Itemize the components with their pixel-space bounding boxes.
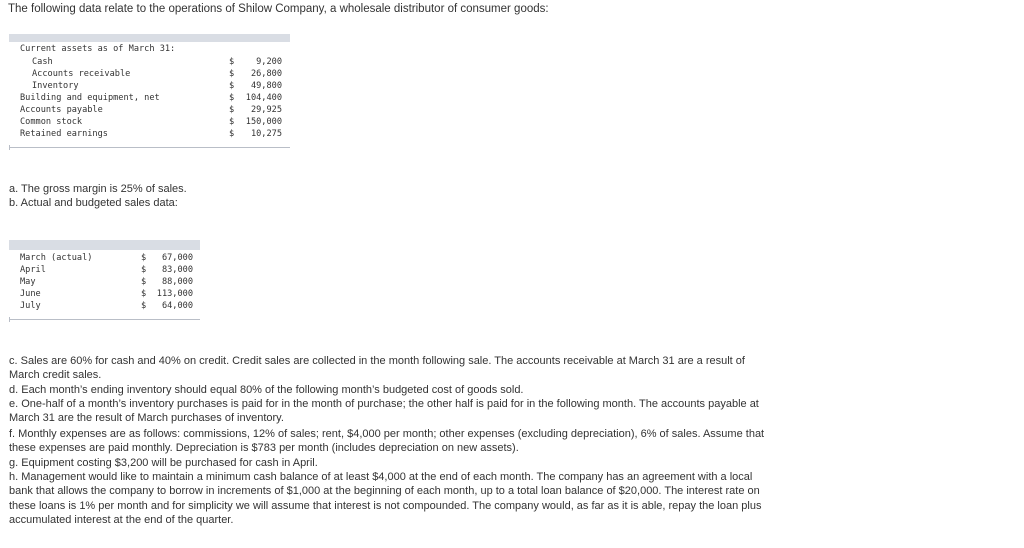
row-label: Cash xyxy=(32,57,53,67)
row-label: Accounts receivable xyxy=(32,69,131,79)
table-row xyxy=(0,128,290,140)
row-amount: 104,400 xyxy=(245,93,282,103)
row-label: June xyxy=(20,289,41,299)
row-amount: 29,925 xyxy=(250,105,282,115)
row-label: May xyxy=(20,277,36,287)
row-dollar: $ xyxy=(141,277,147,287)
note-h: h. Management would like to maintain a minimum cash balance of at least $4,000 at the end of each month. The company has an agreement with a local bank that allows the company to borrow in increments of $1,000 at the beginning of each month, up to a total loan balance of $20,000. The interest rate on these loans is 1% per month and for simplicity we will assume that interest is not compounded. The company would, as far as it is able, repay the loan plus accumulated interest at the end of the quarter. xyxy=(9,471,762,527)
row-amount: 10,275 xyxy=(250,129,282,139)
row-dollar: $ xyxy=(229,81,235,91)
balance-table-header-band xyxy=(9,34,290,42)
table-row xyxy=(0,68,290,80)
row-dollar: $ xyxy=(229,105,235,115)
row-dollar: $ xyxy=(229,69,235,79)
sales-table-footer-tick xyxy=(9,317,10,322)
balance-table-heading: Current assets as of March 31: xyxy=(20,44,176,54)
table-row xyxy=(0,264,200,276)
note-d: d. Each month’s ending inventory should equal 80% of the following month’s budgeted cost of goods sold. xyxy=(9,384,524,396)
note-g: g. Equipment costing $3,200 will be purchased for cash in April. xyxy=(9,457,318,469)
table-row xyxy=(0,104,290,116)
row-amount: 150,000 xyxy=(245,117,282,127)
balance-table-footer-tick xyxy=(9,145,10,150)
sales-table-footer-line xyxy=(9,319,200,320)
row-label: Building and equipment, net xyxy=(20,93,160,103)
table-row xyxy=(0,288,200,300)
row-label: Common stock xyxy=(20,117,83,127)
note-f: f. Monthly expenses are as follows: commissions, 12% of sales; rent, $4,000 per month; other expenses (excluding depreciation), 6% of sales. Assume that these expenses are paid monthly. Depreciation is $783 per month (includes depreciation on new assets). xyxy=(9,428,765,455)
row-label: Inventory xyxy=(32,81,79,91)
row-amount: 113,000 xyxy=(156,289,193,299)
row-dollar: $ xyxy=(141,301,147,311)
row-dollar: $ xyxy=(141,265,147,275)
table-row xyxy=(0,116,290,128)
table-row xyxy=(0,300,200,312)
table-row xyxy=(0,80,290,92)
balance-table-footer-line xyxy=(9,147,290,148)
table-row xyxy=(0,56,290,68)
row-amount: 9,200 xyxy=(256,57,282,67)
row-label: Accounts payable xyxy=(20,105,103,115)
row-amount: 26,800 xyxy=(250,69,282,79)
row-label: March (actual) xyxy=(20,253,93,263)
note-e: e. One-half of a month’s inventory purchases is paid for in the month of purchase; the other half is paid for in the following month. The accounts payable at March 31 are the result of March purchases of inventory. xyxy=(9,398,759,425)
row-dollar: $ xyxy=(229,57,235,67)
row-amount: 67,000 xyxy=(161,253,193,263)
row-amount: 83,000 xyxy=(161,265,193,275)
row-amount: 49,800 xyxy=(250,81,282,91)
table-row xyxy=(0,252,200,264)
row-label: Retained earnings xyxy=(20,129,108,139)
row-amount: 88,000 xyxy=(161,277,193,287)
row-dollar: $ xyxy=(141,289,147,299)
row-amount: 64,000 xyxy=(161,301,193,311)
note-b: b. Actual and budgeted sales data: xyxy=(9,197,178,209)
table-row xyxy=(0,276,200,288)
intro-text: The following data relate to the operations of Shilow Company, a wholesale distributor of consumer goods: xyxy=(8,3,549,15)
sales-table-header-band xyxy=(9,240,200,250)
note-c: c. Sales are 60% for cash and 40% on credit. Credit sales are collected in the month following sale. The accounts receivable at March 31 are a result of March credit sales. xyxy=(9,355,745,382)
note-a: a. The gross margin is 25% of sales. xyxy=(9,183,187,195)
row-dollar: $ xyxy=(141,253,147,263)
row-label: April xyxy=(20,265,46,275)
table-row xyxy=(0,92,290,104)
row-dollar: $ xyxy=(229,117,235,127)
row-dollar: $ xyxy=(229,93,235,103)
row-dollar: $ xyxy=(229,129,235,139)
row-label: July xyxy=(20,301,41,311)
